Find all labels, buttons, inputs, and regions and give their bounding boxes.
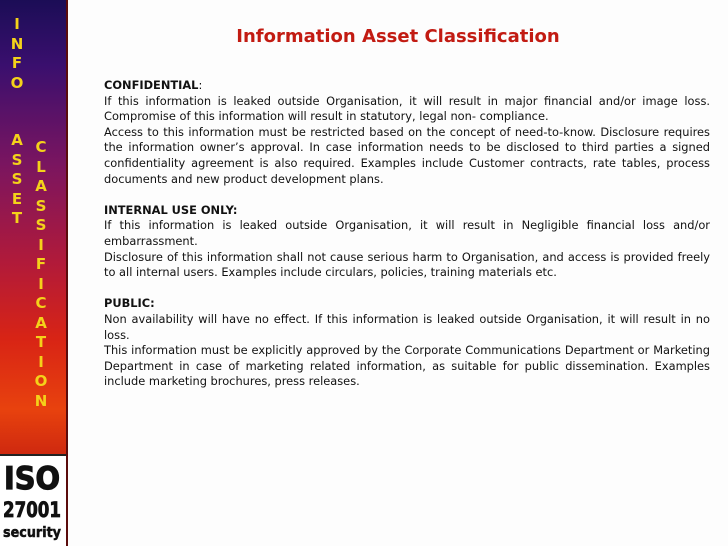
sidebar-letter: O [34, 372, 48, 390]
page-title: Information Asset Classification [236, 26, 560, 47]
section-heading: CONFIDENTIAL [104, 78, 199, 92]
section-paragraph: If this information is leaked outside Organisation, it will result in major financial and/or image loss. Compromise of this information will result in statutory, legal non- compliance. [104, 93, 710, 124]
section-heading: INTERNAL USE ONLY: [104, 202, 238, 217]
sidebar-letter: L [36, 157, 46, 176]
sidebar-letter: S [35, 216, 47, 234]
sidebar-letter: I [38, 352, 44, 371]
sidebar-letter: I [14, 15, 20, 33]
section-paragraph: This information must be explicitly approved by the Corporate Communications Department or Marketing Department in case of marketing related information, as suitable for public dissemination. Examples include marketing brochures, press releases. [104, 343, 710, 389]
section-heading-suffix: : [198, 78, 203, 92]
sidebar-letter: I [38, 235, 44, 254]
section-confidential [104, 78, 710, 187]
section-paragraph: Non availability will have no effect. If this information is leaked outside Organisation, it will result in no loss. [104, 311, 710, 342]
section-heading: PUBLIC: [104, 296, 155, 311]
section-heading-line [104, 78, 710, 94]
section-paragraph: Access to this information must be restricted based on the concept of need-to-know. Disclosure requires the information owner’s approval. In case information needs to be disclosed to third parties a signed confidentiality agreement is also required. Examples include Customer contracts, rate tables, process documents and new product development plans. [104, 124, 710, 186]
sidebar-letter: A [35, 313, 47, 332]
sidebar-letter: F [11, 54, 23, 72]
section-public [104, 296, 710, 390]
logo-iso-text: ISO [4, 461, 60, 497]
sidebar-letter: F [35, 255, 47, 273]
section-paragraph: Disclosure of this information shall not cause serious harm to Organisation, and access is provided freely to all internal users. Examples include circulars, policies, training materials etc. [104, 249, 710, 280]
slide-content [68, 0, 728, 546]
sidebar-letter: I [38, 274, 44, 293]
sidebar-letter: T [11, 209, 23, 227]
sidebar [0, 0, 68, 546]
sidebar-letter: E [11, 189, 23, 208]
sidebar-word-classification [34, 138, 48, 411]
sidebar-letter: T [35, 333, 47, 351]
iso-27001-logo [0, 454, 66, 546]
sidebar-letter: C [35, 138, 47, 156]
sidebar-letter: S [35, 196, 47, 215]
section-internal-use [104, 203, 710, 281]
sidebar-letter: S [11, 150, 23, 169]
sidebar-word-info [10, 15, 24, 93]
logo-security-text: security [3, 525, 61, 541]
sidebar-letter: A [35, 177, 47, 195]
sidebar-letter: O [10, 73, 24, 92]
sidebar-word-asset [10, 131, 24, 229]
iso-logo-graphic [0, 456, 64, 546]
sidebar-letter: N [10, 34, 24, 53]
section-paragraph: If this information is leaked outside Organisation, it will result in Negligible financial loss and/or embarrassment. [104, 218, 710, 248]
sidebar-letter: C [35, 294, 47, 312]
sidebar-letter: S [11, 170, 23, 188]
classification-body [104, 78, 710, 405]
sidebar-letter: A [11, 131, 23, 149]
logo-number-text: 27001 [3, 498, 61, 522]
sidebar-letter: N [34, 391, 48, 410]
